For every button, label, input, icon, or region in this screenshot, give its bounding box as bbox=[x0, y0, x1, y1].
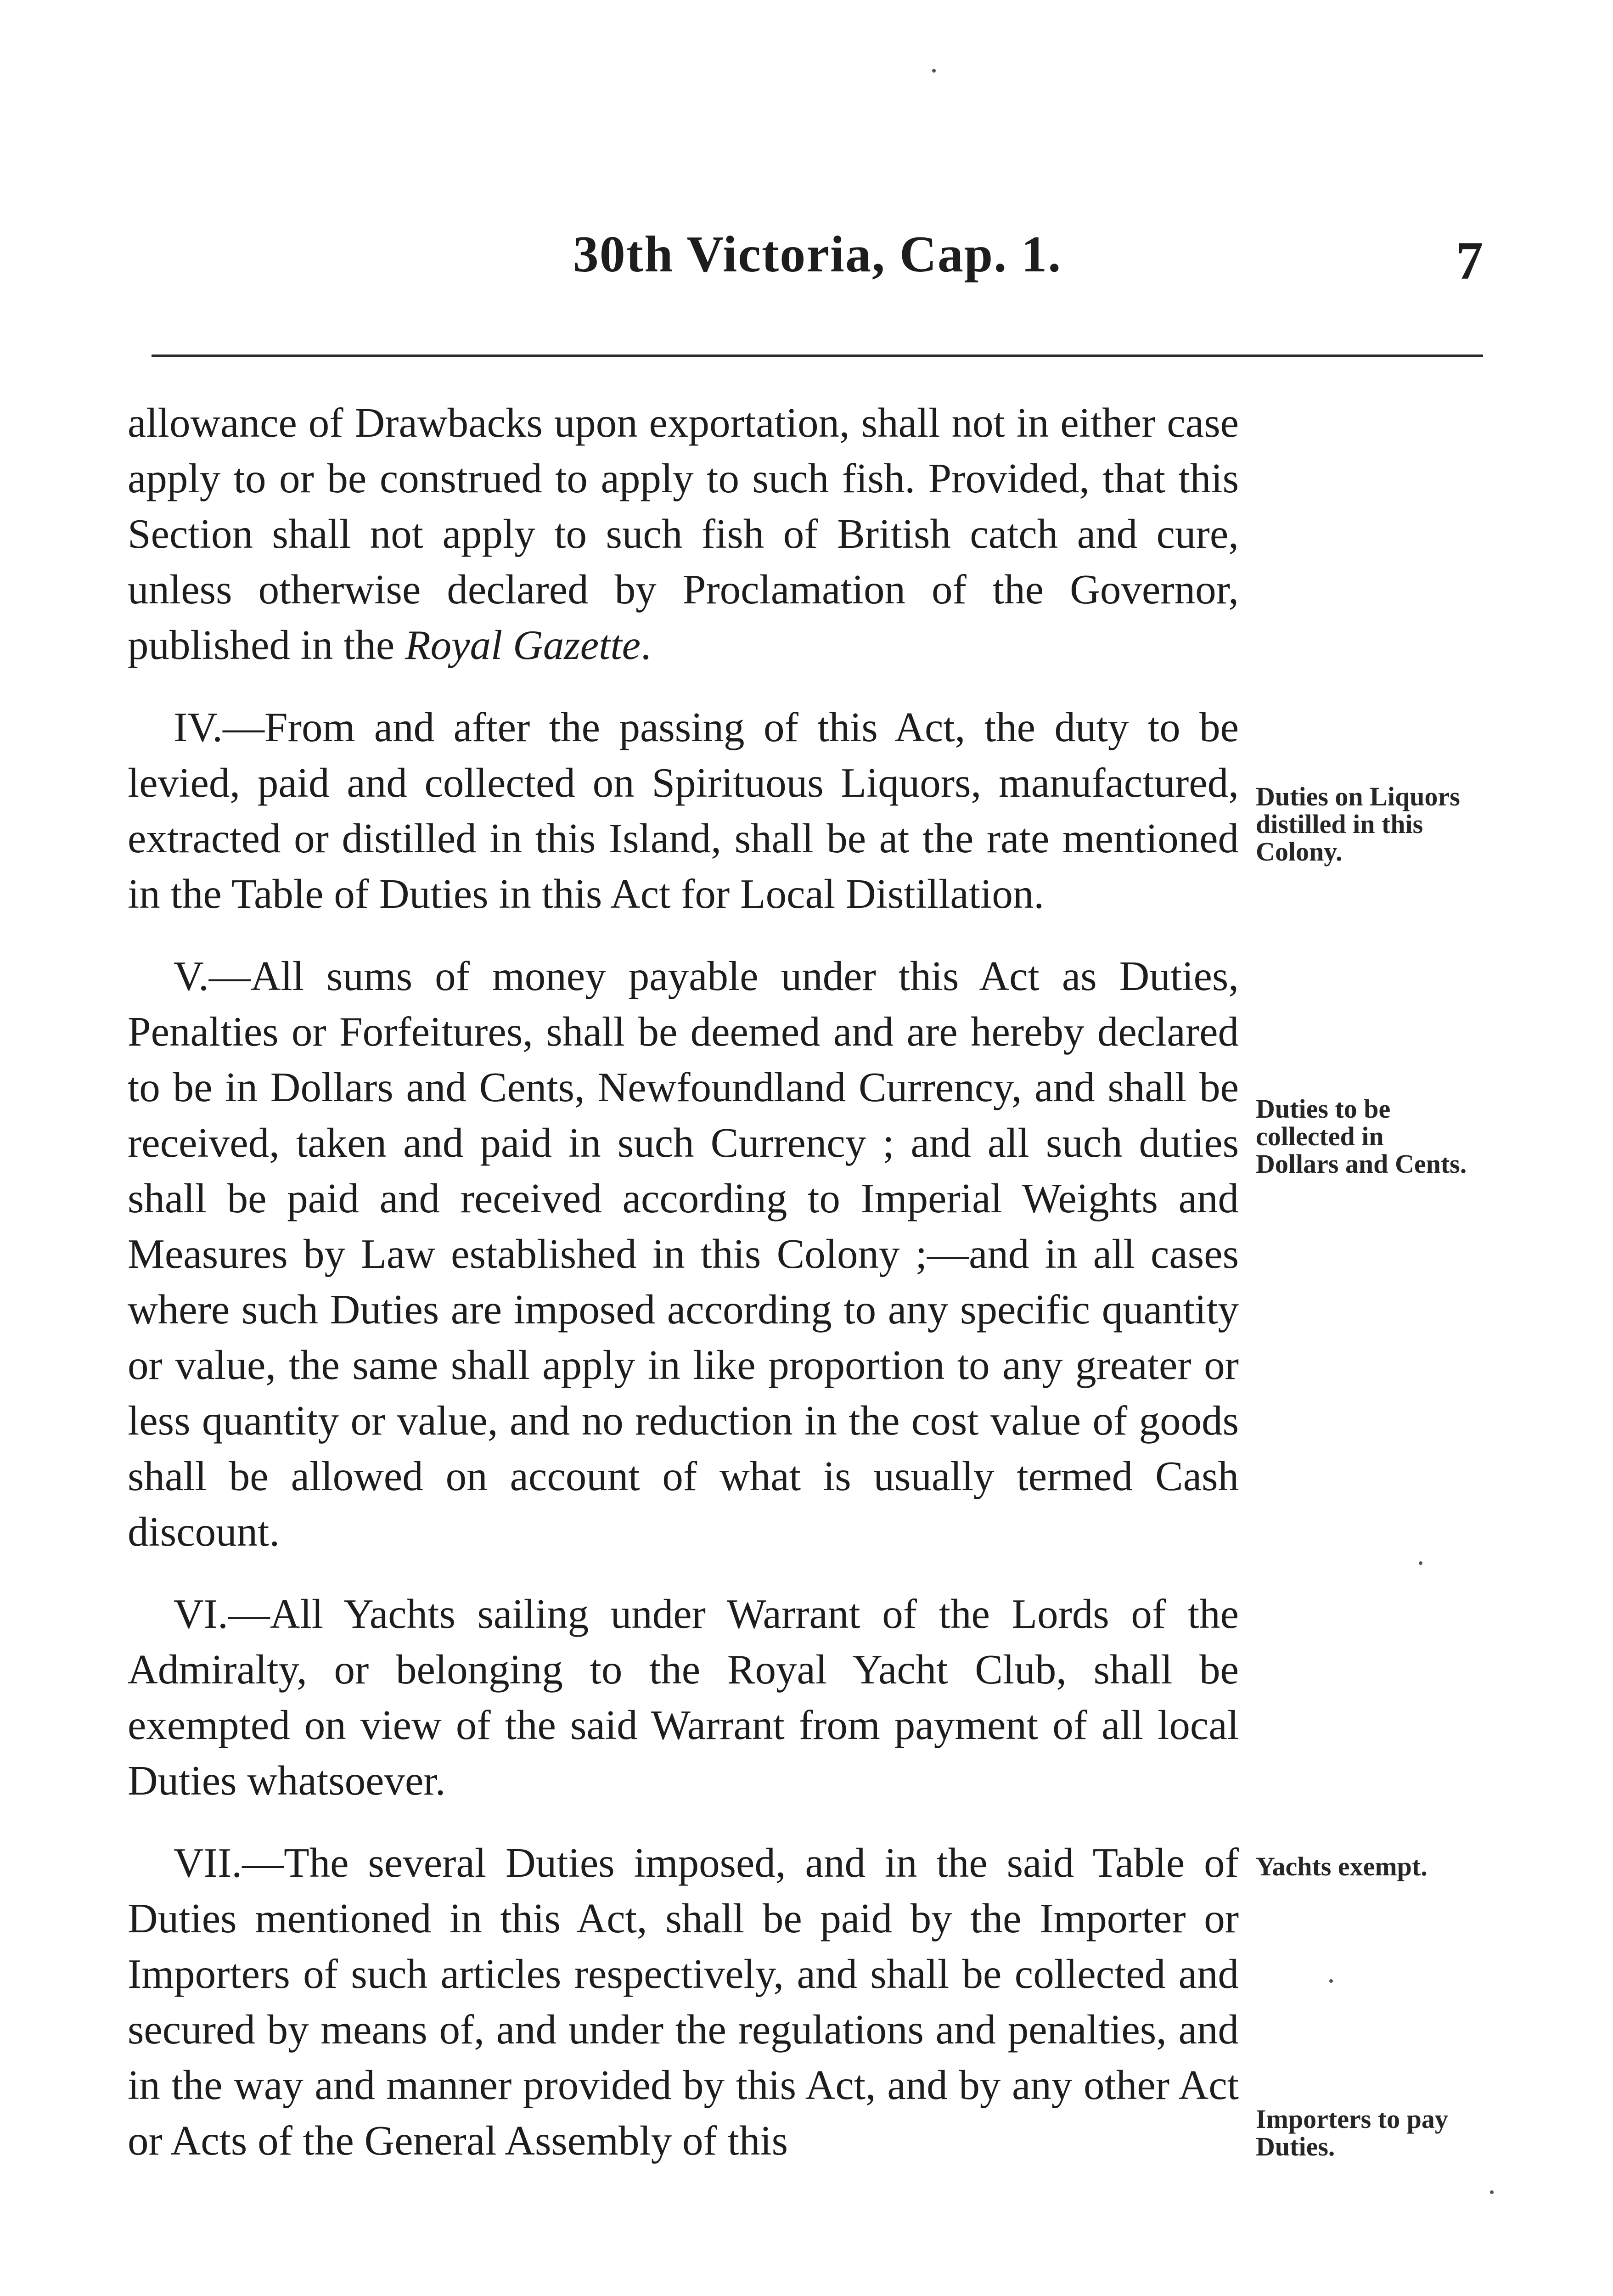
margin-note-liquors: Duties on Liquors distilled in this Colony. bbox=[1256, 782, 1460, 867]
margin-note-yachts: Yachts exempt. bbox=[1256, 1851, 1428, 1881]
paragraph-text: allowance of Drawbacks upon exportation, shall not in either case apply to or be construed to apply to such fish. Provided, that this Section shall not apply to such fish of British catch and cure, unless otherwise declared by Proclamation of the Governor, published in the bbox=[128, 400, 1239, 668]
paragraph-end-punctuation: . bbox=[641, 622, 651, 668]
paper-speck bbox=[932, 69, 936, 73]
header-rule bbox=[152, 355, 1483, 357]
section-vi: VI.—All Yachts sailing under Warrant of the Lords of the Admiralty, or belonging to the Royal Yacht Club, shall be exempted on view of the said Warrant from payment of all local Duties whatsoever. bbox=[128, 1591, 1239, 1804]
paper-speck bbox=[1419, 1561, 1422, 1565]
body-text bbox=[128, 395, 1239, 2195]
section-v: V.—All sums of money payable under this Act as Duties, Penalties or Forfeitures, shall be deemed and are hereby declared to be in Dollars and Cents, Newfoundland Currency, and shall be received, taken and paid in such Currency ; and all such duties shall be paid and received according to Imperial Weights and Measures by Law established in this Colony ;—and in all cases where such Duties are imposed according to any specific quantity or value, the same shall apply in like proportion to any greater or less quantity or value, and no reduction in the cost value of goods shall be allowed on account of what is usually termed Cash discount. bbox=[128, 953, 1239, 1555]
margin-note-importers: Importers to pay Duties. bbox=[1256, 2104, 1448, 2161]
page-header bbox=[152, 225, 1483, 317]
section-vii: VII.—The several Duties imposed, and in the said Table of Duties mentioned in this Act, shall be paid by the Importer or Importers of such articles respectively, and shall be collected and secured by means of, and under the regulations and penalties, and in the way and manner provided by this Act, and by any other Act or Acts of the General Assembly of this bbox=[128, 1840, 1239, 2164]
paragraph-continuation bbox=[128, 395, 1239, 673]
running-title: 30th Victoria, Cap. 1. bbox=[573, 226, 1062, 283]
paper-speck bbox=[1490, 2190, 1494, 2194]
gazette-title: Royal Gazette bbox=[405, 622, 641, 668]
section-iv: IV.—From and after the passing of this Act, the duty to be levied, paid and collected on Spirituous Liquors, manufactured, extracted or distilled in this Island, shall be at the rate mentioned in the Table of Duties in this Act for Local Distillation. bbox=[128, 704, 1239, 917]
paper-speck bbox=[1329, 1979, 1333, 1983]
margin-note-dollars-cents: Duties to be collected in Dollars and Cents. bbox=[1256, 1094, 1467, 1179]
page-number: 7 bbox=[1456, 231, 1483, 291]
